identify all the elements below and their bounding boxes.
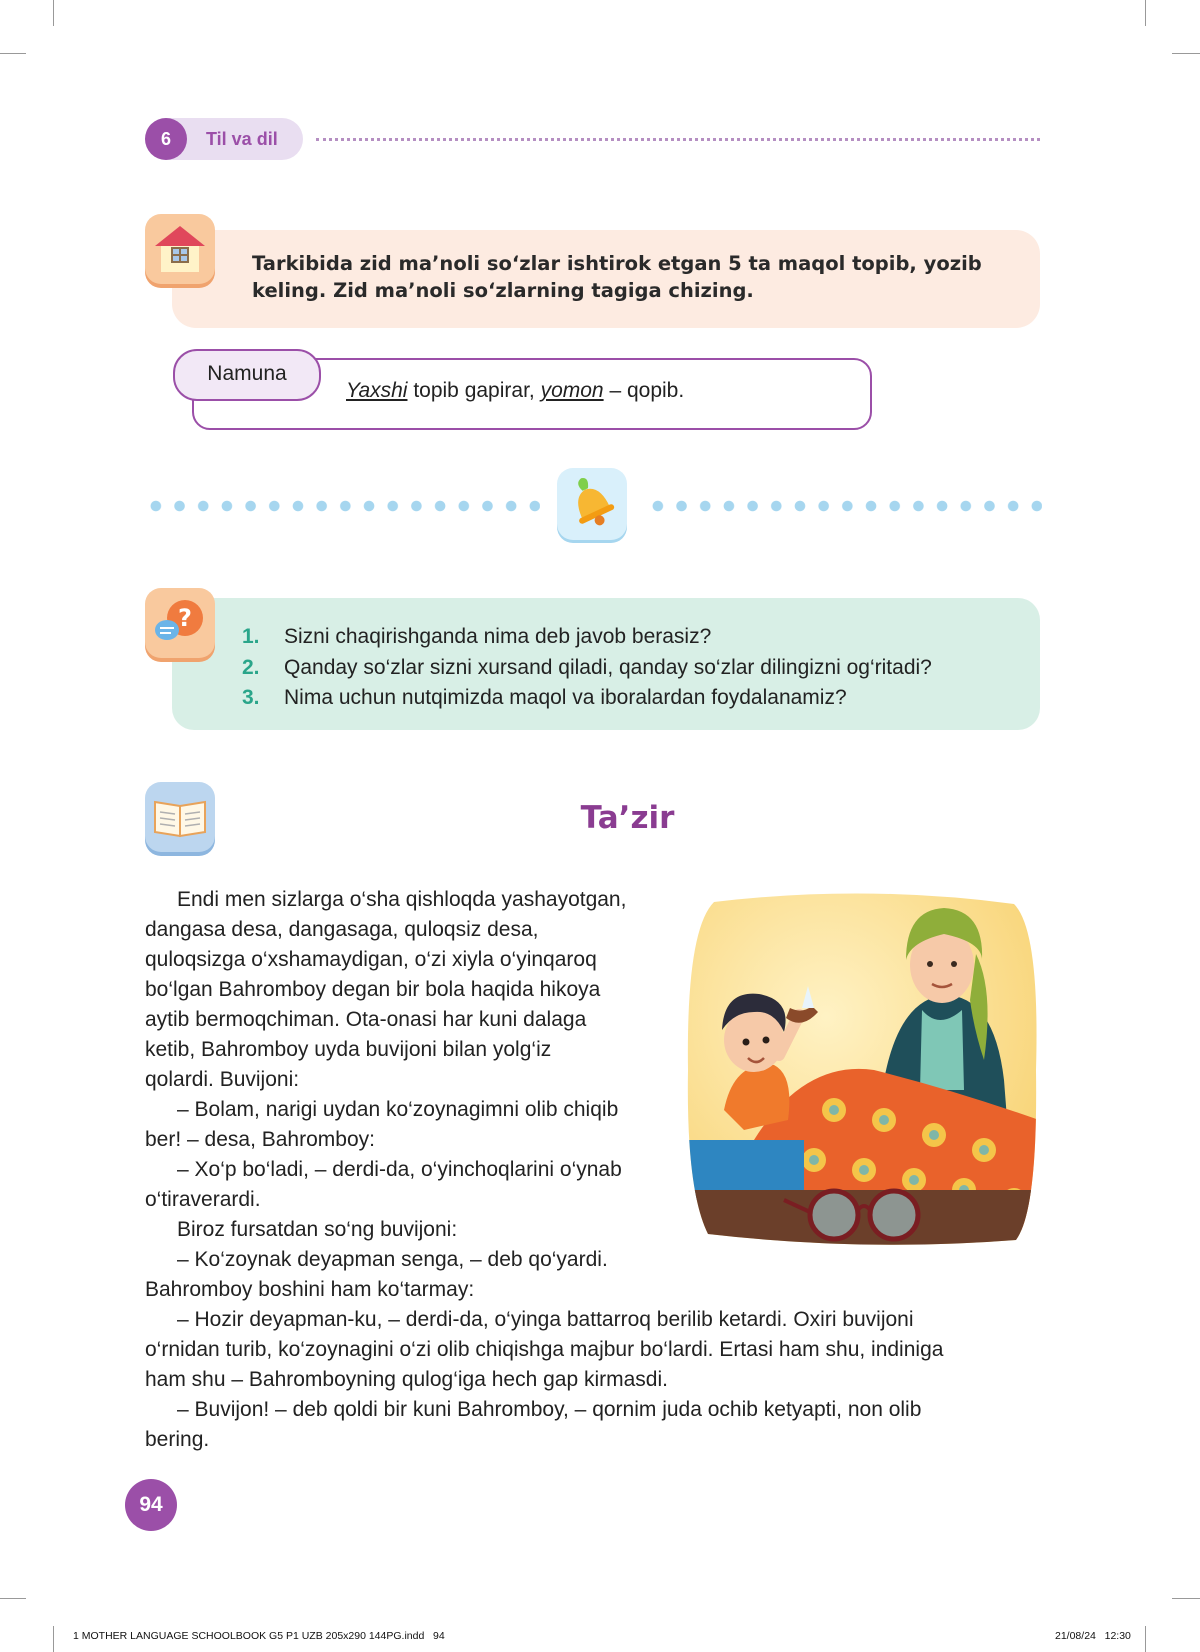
list-item [242,653,1042,684]
story-line: – Xo‘p bo‘ladi, – derdi-da, o‘yinchoqlarini o‘ynab [177,1158,622,1181]
crop-mark [53,1626,54,1652]
crop-mark [0,53,26,54]
sample-text [346,379,684,403]
crop-mark [1172,53,1200,54]
list-item [242,683,1042,714]
crop-mark [1145,0,1146,26]
list-item [242,622,1042,653]
story-line: bering. [145,1428,210,1451]
sample-middle: topib gapirar, [407,379,541,402]
separator-dots-left [144,500,540,512]
question-number: 2. [242,655,260,679]
story-line: qolardi. Buvijoni: [145,1068,300,1091]
sample-end: – qopib. [603,379,685,402]
story-line: quloqsizga o‘xshamaydigan, o‘zi xiyla o‘yinqaroq [145,948,597,971]
question-chat-icon [145,588,215,658]
task-text [252,250,992,304]
question-number: 3. [242,686,260,709]
chapter-number: 6 [145,118,187,160]
story-line: bo‘lgan Bahromboy degan bir bola haqida hikoya [145,978,601,1001]
chapter-title: Til va dil [206,129,278,149]
task-line: keling. Zid ma’noli so‘zlarning tagiga chizing. [252,279,754,302]
story-line: – Hozir deyapman-ku, – derdi-da, o‘yinga battarroq berilib ketardi. Oxiri buvijoni [177,1308,914,1331]
story-title: Ta’zir [580,800,675,836]
bell-icon [557,468,627,540]
story-line: ham shu – Bahromboyning qulog‘iga hech gap kirmasdi. [145,1368,668,1391]
crop-mark [1145,1626,1146,1652]
question-number: 1. [242,625,260,648]
story-line: ketib, Bahromboy uyda buvijoni bilan yolg‘iz [145,1038,552,1061]
house-icon [145,214,215,284]
story-illustration [684,890,1039,1252]
crop-mark [0,1598,26,1599]
questions-list [242,622,1042,714]
print-slug-file: 1 MOTHER LANGUAGE SCHOOLBOOK G5 P1 UZB 205x290 144PG.indd 94 [73,1630,445,1642]
svg-text:?: ? [178,604,192,632]
print-slug-date: 21/08/24 12:30 [1055,1630,1131,1642]
sample-label: Namuna [207,362,287,385]
question-text: Sizni chaqirishganda nima deb javob berasiz? [284,625,712,648]
story-line: dangasa desa, dangasaga, quloqsiz desa, [145,918,539,941]
story-line: Biroz fursatdan so‘ng buvijoni: [177,1218,458,1241]
story-line: ber! – desa, Bahromboy: [145,1128,375,1151]
page-number: 94 [125,1479,177,1531]
story-line: o‘tiraverardi. [145,1188,261,1211]
antonym-word: yomon [540,379,604,402]
separator-dots-right [646,500,1042,512]
story-line: – Bolam, narigi uydan ko‘zoynagimni olib chiqib [177,1098,619,1121]
story-line: – Buvijon! – deb qoldi bir kuni Bahromboy, – qornim juda ochib ketyapti, non olib [177,1398,922,1421]
story-line: Endi men sizlarga o‘sha qishloqda yashayotgan, [177,888,627,911]
story-line: aytib bermoqchiman. Ota-onasi har kuni dalaga [145,1008,587,1031]
crop-mark [53,0,54,26]
antonym-word: Yaxshi [346,379,408,402]
story-line: – Ko‘zoynak deyapman senga, – deb qo‘yardi. [177,1248,608,1271]
task-line: Tarkibida zid ma’noli so‘zlar ishtirok etgan 5 ta maqol topib, yozib [252,252,982,275]
header-dotted-line [316,138,1040,141]
question-text: Nima uchun nutqimizda maqol va iboralardan foydalanamiz? [284,686,847,709]
story-line: Bahromboy boshini ham ko‘tarmay: [145,1278,475,1301]
story-line: o‘rnidan turib, ko‘zoynagini o‘zi olib chiqishga majbur bo‘lardi. Ertasi ham shu, indiniga [145,1338,944,1361]
crop-mark [1172,1598,1200,1599]
question-text: Qanday so‘zlar sizni xursand qiladi, qanday so‘zlar dilingizni og‘ritadi? [284,655,932,679]
